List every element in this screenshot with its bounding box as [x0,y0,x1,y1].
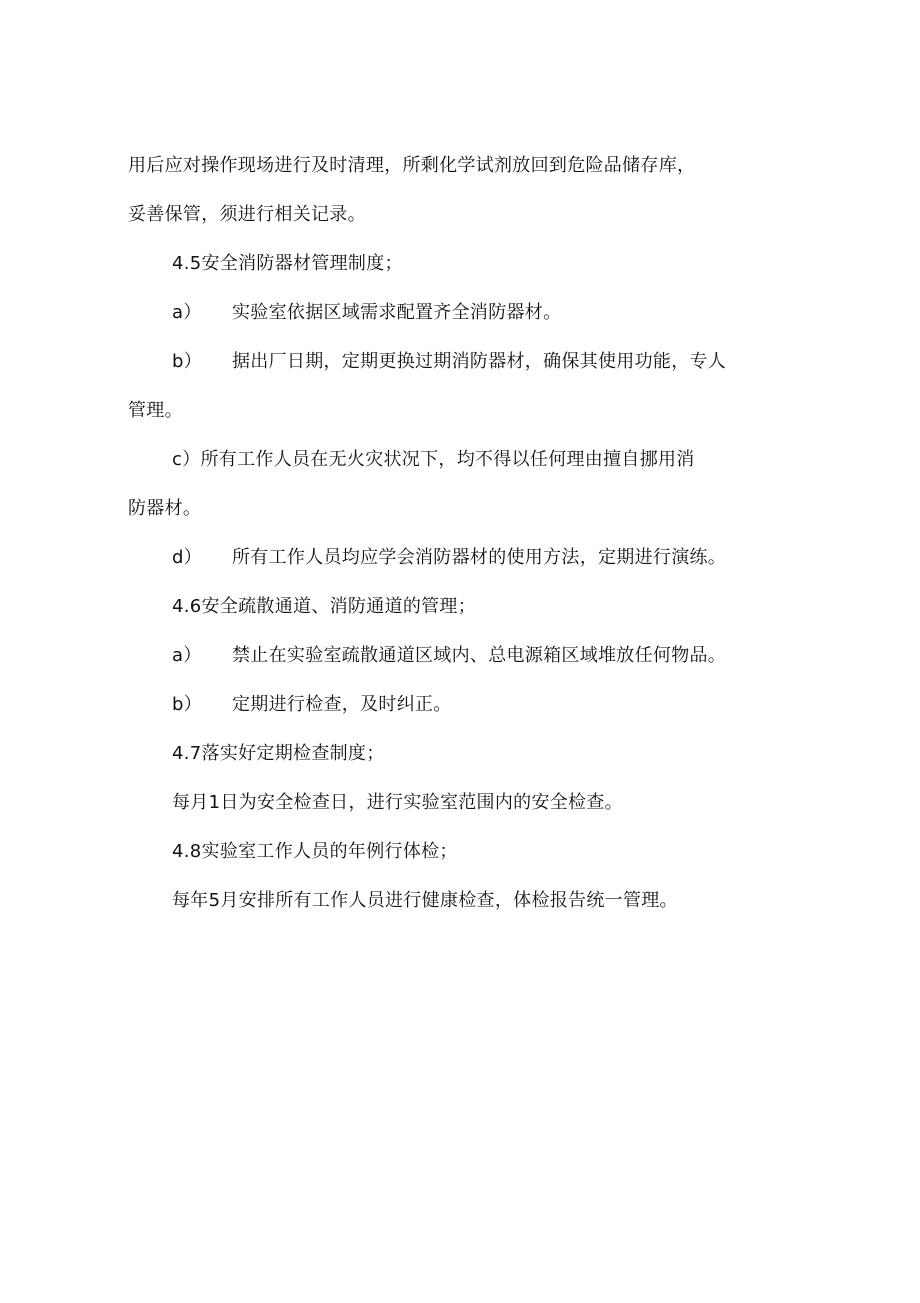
list-marker: b） [172,351,203,372]
list-item-b [172,350,726,374]
list-item-text: 实验室依据区域需求配置齐全消防器材。 [232,302,562,323]
section-heading-4-8: 4.8实验室工作人员的年例行体检； [172,841,458,862]
list-item-text: 所有工作人员均应学会消防器材的使用方法，定期进行演练。 [232,547,727,568]
paragraph-line: 每年5月安排所有工作人员进行健康检查，体检报告统一管理。 [172,890,678,911]
list-item-text: 定期进行检查，及时纠正。 [232,694,452,715]
section-heading-4-5: 4.5安全消防器材管理制度； [172,253,403,274]
paragraph-line: 妥善保管，须进行相关记录。 [128,204,366,225]
list-marker: b） [172,694,203,715]
paragraph-line: 用后应对操作现场进行及时清理，所剩化学试剂放回到危险品储存库， [128,155,696,176]
list-item-continuation: 管理。 [128,400,183,421]
list-item-c: c）所有工作人员在无火灾状况下，均不得以任何理由擅自挪用消 [172,449,695,470]
list-item-b [172,693,452,717]
list-item-continuation: 防器材。 [128,498,202,519]
section-heading-4-6: 4.6安全疏散通道、消防通道的管理； [172,596,477,617]
list-item-a [172,301,561,325]
list-marker: a） [172,302,202,323]
paragraph-line: 每月1日为安全检查日，进行实验室范围内的安全检查。 [172,792,623,813]
list-item-d [172,546,726,570]
list-item-a [172,644,726,668]
list-item-text: 据出厂日期，定期更换过期消防器材，确保其使用功能，专人 [232,351,727,372]
list-item-text: 禁止在实验室疏散通道区域内、总电源箱区域堆放任何物品。 [232,645,727,666]
list-marker: a） [172,645,202,666]
section-heading-4-7: 4.7落实好定期检查制度； [172,743,385,764]
list-marker: d） [172,547,203,568]
